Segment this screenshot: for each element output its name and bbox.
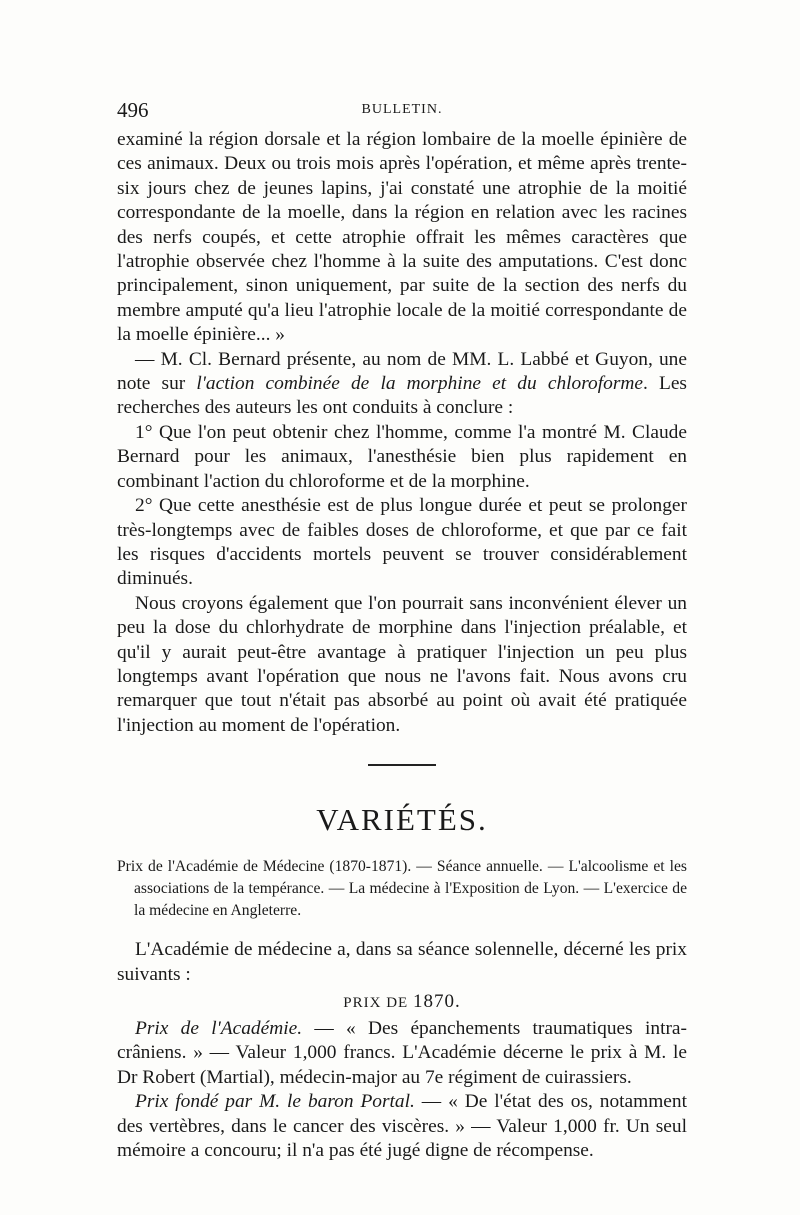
prize-academie-text: — « Des épanchements traumatiques intra-crâniens. » — Valeur 1,000 francs. L'Académie décerne le prix à M. le Dr Robert (Martial), médecin-major au 7e régiment de cuirassiers. — [117, 1017, 687, 1088]
bernard-note-title: l'action combinée de la morphine et du chloroforme — [196, 373, 643, 395]
section-divider — [368, 764, 436, 766]
conclusion-2: 2° Que cette anesthésie est de plus longue durée et peut se prolonger très-longtemps avec de faibles doses de chloroforme, et que par ce fait les risques d'accidents mortels peuvent se trouver considérablement diminués. — [117, 495, 687, 590]
bernard-outro: . Les recherches des auteurs les ont conduits à conclure : — [117, 373, 687, 419]
prize-academie-label: Prix de l'Académie. — [135, 1017, 303, 1039]
running-title: BULLETIN. — [361, 102, 443, 117]
paragraph-bernard — [117, 348, 687, 421]
prize-heading-year: 1870. — [412, 990, 461, 1012]
conclusion-1: 1° Que l'on peut obtenir chez l'homme, comme l'a montré M. Claude Bernard pour les animaux, l'anesthésie bien plus rapidement en combinant l'action du chloroforme et de la morphine. — [117, 421, 687, 492]
page-header — [117, 98, 687, 124]
section-title: VARIÉTÉS. — [316, 802, 488, 838]
page-number: 496 — [117, 98, 149, 122]
prize-portal-label: Prix fondé par M. le baron Portal. — [135, 1091, 415, 1113]
conclusion-3: Nous croyons également que l'on pourrait sans inconvénient élever un peu la dose du chlorhydrate de morphine dans l'injection préalable, et qu'il y aurait peut-être avantage à pratiquer l'injection un peu plus longtemps avant l'opération que nous ne l'avons fait. Nous avons cru remarquer que tout n'était pas absorbé au point où avait été pratiquée l'injection au moment de l'opération. — [117, 592, 687, 736]
section-summary: Prix de l'Académie de Médecine (1870-1871). — Séance annuelle. — L'alcoolisme et les associations de la tempérance. — La médecine à l'Exposition de Lyon. — L'exercice de la médecine en Angleterre. — [117, 858, 687, 920]
intro-paragraph: L'Académie de médecine a, dans sa séance solennelle, décerné les prix suivants : — [117, 939, 687, 985]
prize-portal-text: — « De l'état des os, notamment des vertèbres, dans le cancer des viscères. » — Valeur 1,000 fr. Un seul mémoire a concouru; il n'a pas été jugé digne de récompense. — [117, 1091, 687, 1161]
paragraph-continued: examiné la région dorsale et la région lombaire de la moelle épinière de ces animaux. Deux ou trois mois après l'opération, et même après trente-six jours chez de jeunes lapins, j'ai constaté une atrophie de la moitié correspondante de la moelle, dans la région en relation avec les racines des nerfs coupés, et cette atrophie offrait les mêmes caractères que l'atrophie observée chez l'homme à la suite des amputations. C'est donc principalement, sinon uniquement, par suite de la section des nerfs du membre amputé qu'a lieu l'atrophie locale de la moitié correspondante de la moelle épinière... » — [117, 129, 687, 346]
bernard-intro: — M. Cl. Bernard présente, au nom de MM. L. Labbé et Guyon, une note sur — [117, 348, 687, 395]
prize-academie — [117, 1017, 687, 1090]
prize-portal — [117, 1090, 687, 1163]
prize-heading-label: PRIX DE — [343, 994, 409, 1011]
body-text — [117, 128, 687, 1163]
prize-year-heading — [117, 991, 687, 1013]
